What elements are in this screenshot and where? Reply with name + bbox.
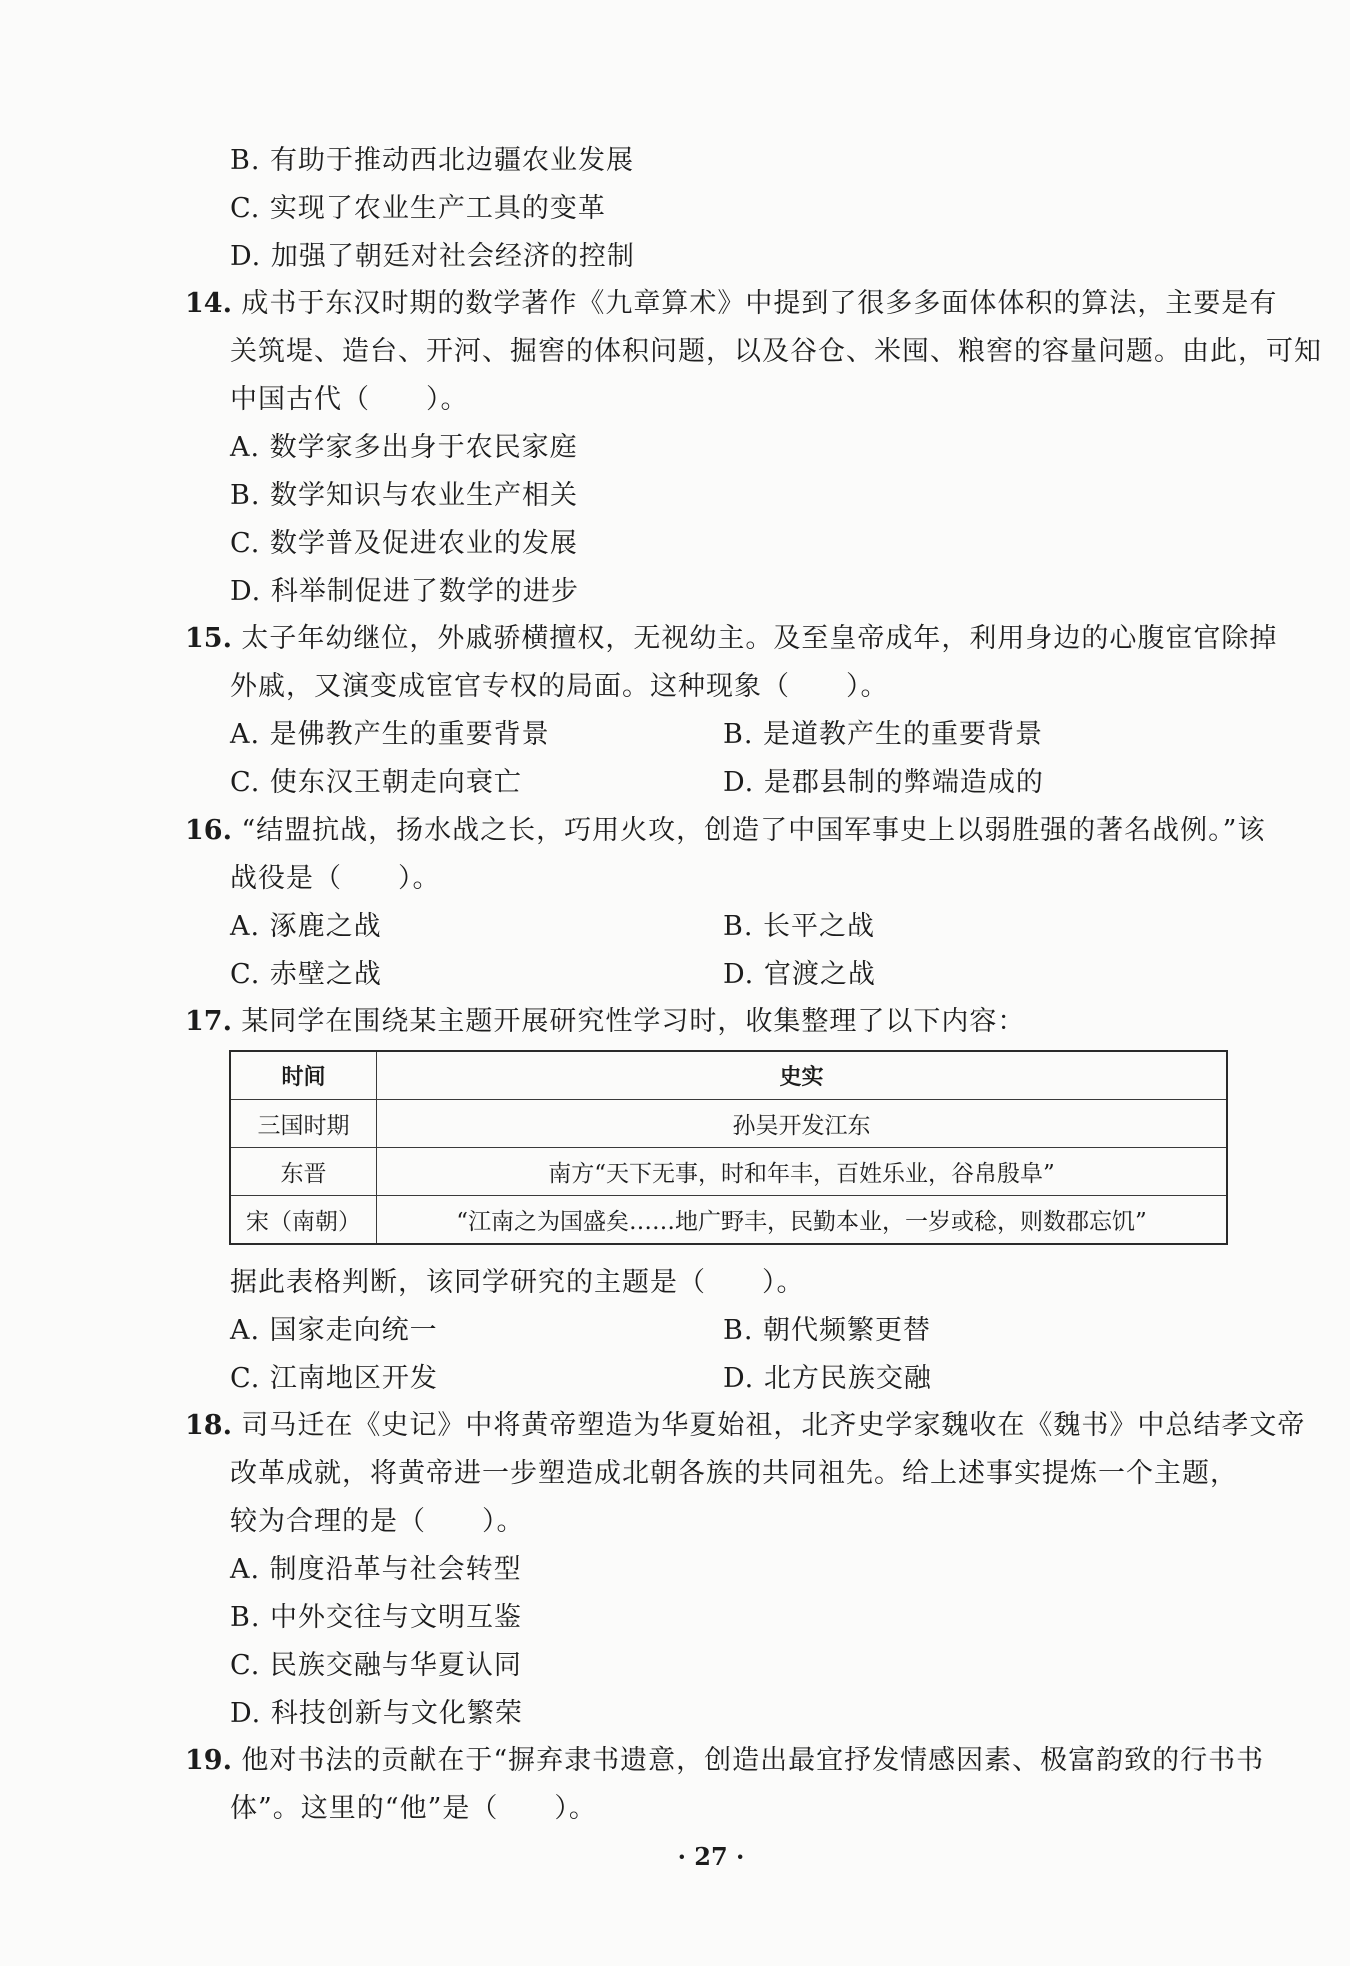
table-row [230,1196,1227,1245]
q17-stem-line1: 17. 某同学在围绕某主题开展研究性学习时，收集整理了以下内容： [185,1006,1026,1037]
q17-stem-line2: 据此表格判断，该同学研究的主题是（ ）。 [230,1267,805,1298]
q17-option-a: A. 国家走向统一 [230,1315,438,1346]
q18-stem-line3: 较为合理的是（ ）。 [230,1506,525,1537]
q16-stem-line2: 战役是（ ）。 [230,863,441,894]
q13-option-b: B. 有助于推动西北边疆农业发展 [230,145,635,176]
q15-option-c: C. 使东汉王朝走向衰亡 [230,767,522,798]
q15-option-a: A. 是佛教产生的重要背景 [230,719,550,750]
q15-option-b: B. 是道教产生的重要背景 [723,719,1044,750]
q16-option-c: C. 赤壁之战 [230,959,382,990]
q19-number: 19. [185,1745,242,1776]
q13-option-d: D. 加强了朝廷对社会经济的控制 [230,241,635,272]
page-number: · 27 · [677,1842,745,1871]
table-cell-time: 宋（南朝） [230,1196,377,1245]
q16-option-d: D. 官渡之战 [723,959,876,990]
q17-option-b: B. 朝代频繁更替 [723,1315,932,1346]
q18-option-b: B. 中外交往与文明互鉴 [230,1602,523,1633]
history-facts-table [229,1050,1228,1245]
q15-number: 15. [185,623,242,654]
table-cell-time: 三国时期 [230,1100,377,1148]
q14-stem-line2: 关筑堤、造台、开河、掘窖的体积问题，以及谷仓、米囤、粮窖的容量问题。由此，可知 [230,336,1322,367]
q17-option-d: D. 北方民族交融 [723,1363,932,1394]
q16-option-a: A. 涿鹿之战 [230,911,382,942]
q15-option-d: D. 是郡县制的弊端造成的 [723,767,1044,798]
q15-stem-line2: 外戚，又演变成宦官专权的局面。这种现象（ ）。 [230,671,889,702]
table-cell-fact: 南方“天下无事，时和年丰，百姓乐业，谷帛殷阜” [377,1148,1228,1196]
q15-stem-line1: 15. 太子年幼继位，外戚骄横擅权，无视幼主。及至皇帝成年，利用身边的心腹宦官除掉 [185,623,1278,654]
table-cell-time: 东晋 [230,1148,377,1196]
q14-option-a: A. 数学家多出身于农民家庭 [230,432,578,463]
q19-stem-line2: 体”。这里的“他”是（ ）。 [230,1793,597,1824]
table-header-facts: 史实 [377,1051,1228,1100]
q18-option-d: D. 科技创新与文化繁荣 [230,1698,523,1729]
q18-stem-line1: 18. 司马迁在《史记》中将黄帝塑造为华夏始祖，北齐史学家魏收在《魏书》中总结孝文帝 [185,1410,1306,1441]
q18-stem-line2: 改革成就，将黄帝进一步塑造成北朝各族的共同祖先。给上述事实提炼一个主题， [230,1458,1238,1489]
q14-option-b: B. 数学知识与农业生产相关 [230,480,579,511]
q18-number: 18. [185,1410,242,1441]
q16-stem-line1: 16. “结盟抗战，扬水战之长，巧用火攻，创造了中国军事史上以弱胜强的著名战例。”该 [185,815,1266,846]
q16-option-b: B. 长平之战 [723,911,876,942]
q14-stem-line1: 14. 成书于东汉时期的数学著作《九章算术》中提到了很多多面体体积的算法，主要是有 [185,288,1278,319]
table-cell-fact: 孙吴开发江东 [377,1100,1228,1148]
q14-stem-line3: 中国古代（ ）。 [230,384,469,415]
q14-option-d: D. 科举制促进了数学的进步 [230,576,579,607]
table-row [230,1148,1227,1196]
table-cell-fact: “江南之为国盛矣……地广野丰，民勤本业，一岁或稔，则数郡忘饥” [377,1196,1228,1245]
q19-stem-line1: 19. 他对书法的贡献在于“摒弃隶书遗意，创造出最宜抒发情感因素、极富韵致的行书书 [185,1745,1265,1776]
q14-option-c: C. 数学普及促进农业的发展 [230,528,578,559]
q17-number: 17. [185,1006,242,1037]
q14-number: 14. [185,288,242,319]
q13-option-c: C. 实现了农业生产工具的变革 [230,193,606,224]
q18-option-a: A. 制度沿革与社会转型 [230,1554,522,1585]
table-header-row [230,1051,1227,1100]
q18-option-c: C. 民族交融与华夏认同 [230,1650,522,1681]
table-row [230,1100,1227,1148]
table-header-time: 时间 [230,1051,377,1100]
q17-option-c: C. 江南地区开发 [230,1363,438,1394]
q16-number: 16. [185,815,242,846]
